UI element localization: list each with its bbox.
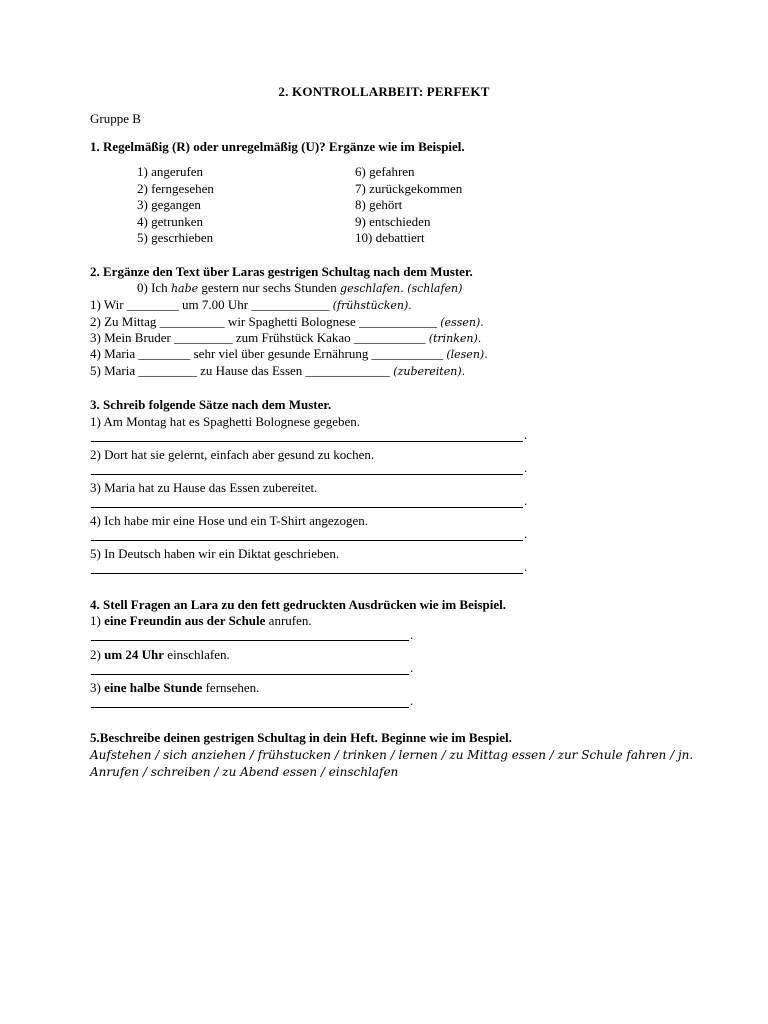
bold-expression: eine Freundin aus der Schule [104, 613, 266, 628]
task5-verbs-line2: Anrufen / schreiben / zu Abend essen / einschlafen [90, 765, 399, 779]
task1-item: 6) gefahren [355, 164, 415, 179]
answer-line [91, 441, 523, 442]
verb-hint: (zubereiten). [393, 365, 466, 378]
answer-line [91, 640, 409, 641]
answer-line [91, 474, 523, 475]
task1-right-column [355, 164, 462, 247]
task1-item: 5) gescrhieben [137, 230, 214, 245]
example-part: gestern nur sechs Stunden [198, 280, 341, 295]
task3-sentence: 4) Ich habe mir eine Hose und ein T-Shirt angezogen. [90, 513, 368, 528]
task1-item: 9) entschieden [355, 213, 431, 229]
task2-item: 2) Zu Mittag __________ wir Spaghetti Bolognese ____________ (essen). [90, 314, 484, 329]
line-end-dot: . [410, 660, 414, 675]
task5-heading: 5.Beschreibe deinen gestrigen Schultag in dein Heft. Beginne wie im Bespiel. [90, 730, 512, 745]
bold-expression: um 24 Uhr [104, 647, 165, 662]
task1-item: 3) gegangen [137, 197, 201, 212]
example-answer-aux: habe [170, 282, 199, 295]
line-end-dot: . [524, 427, 528, 442]
task2-item: 1) Wir ________ um 7.00 Uhr ____________ (frühstücken). [90, 297, 412, 312]
task1-left-column [137, 164, 214, 247]
bold-expression: eine halbe Stunde [104, 680, 203, 695]
task1-item: 4) getrunken [137, 213, 204, 229]
line-end-dot: . [524, 526, 528, 541]
task4-item: 3) eine halbe Stunde fernsehen. [90, 680, 260, 695]
group-label: Gruppe B [90, 111, 141, 126]
task3-sentence: 1) Am Montag hat es Spaghetti Bolognese gegeben. [90, 414, 361, 429]
task3-sentence: 5) In Deutsch haben wir ein Diktat geschrieben. [90, 546, 340, 561]
answer-line [91, 674, 409, 675]
verb-hint: (frühstücken). [332, 299, 412, 312]
page-title: 2. KONTROLLARBEIT: PERFEKT [278, 84, 490, 99]
verb-hint: (trinken). [428, 332, 482, 345]
task1-item: 1) angerufen [137, 164, 204, 179]
answer-line [91, 540, 523, 541]
task1-item: 2) ferngesehen [137, 180, 214, 196]
task2-item: 3) Mein Bruder _________ zum Frühstück Kakao ___________ (trinken). [90, 330, 482, 345]
task1-heading: 1. Regelmäßig (R) oder unregelmäßig (U)? Ergänze wie im Beispiel. [90, 139, 465, 154]
example-hint: . (schlafen) [400, 282, 463, 295]
task4-item: 1) eine Freundin aus der Schule anrufen. [90, 613, 312, 628]
task4-heading: 4. Stell Fragen an Lara zu den fett gedruckten Ausdrücken wie im Beispiel. [90, 597, 506, 612]
answer-line [91, 573, 523, 574]
line-end-dot: . [524, 460, 528, 475]
line-end-dot: . [410, 627, 414, 642]
line-end-dot: . [524, 493, 528, 508]
verb-hint: (essen). [440, 316, 484, 329]
verb-hint: (lesen). [446, 348, 488, 361]
task4-item: 2) um 24 Uhr einschlafen. [90, 647, 230, 662]
example-answer-participle: geschlafen [340, 282, 401, 295]
example-part: 0) Ich [137, 280, 171, 295]
task2-heading: 2. Ergänze den Text über Laras gestrigen Schultag nach dem Muster. [90, 264, 473, 279]
task2-item: 4) Maria ________ sehr viel über gesunde Ernährung ___________ (lesen). [90, 346, 488, 361]
answer-line [91, 707, 409, 708]
task2-example [137, 280, 462, 297]
task1-item: 7) zurückgekommen [355, 180, 463, 196]
task3-sentence: 3) Maria hat zu Hause das Essen zubereitet. [90, 480, 318, 495]
answer-line [91, 507, 523, 508]
task1-item: 8) gehört [355, 197, 403, 212]
task3-sentence: 2) Dort hat sie gelernt, einfach aber gesund zu kochen. [90, 447, 375, 462]
task1-item: 10) debattiert [355, 230, 425, 245]
line-end-dot: . [410, 693, 414, 708]
task5-verbs-line1: Aufstehen / sich anziehen / frühstucken / trinken / lernen / zu Mittag essen / zur Schule fahren / jn. [90, 748, 694, 762]
task2-item: 5) Maria _________ zu Hause das Essen _____________ (zubereiten). [90, 363, 466, 378]
task3-heading: 3. Schreib folgende Sätze nach dem Muster. [90, 397, 332, 412]
line-end-dot: . [524, 559, 528, 574]
